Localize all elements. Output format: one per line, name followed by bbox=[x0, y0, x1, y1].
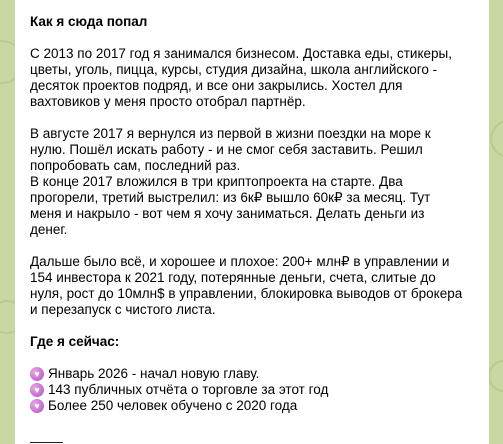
paragraph-business bbox=[30, 46, 489, 110]
text-line: В августе 2017 я вернулся из первой в жизни поездки на море к bbox=[30, 126, 431, 141]
text-line: нуля, рост до 10млн$ в управлении, блокировка выводов от брокера bbox=[30, 286, 463, 301]
purple-heart-emoji-icon bbox=[30, 399, 44, 413]
section-title-now: Где я сейчас: bbox=[30, 334, 120, 349]
text-line: нулю. Пошёл искать работу - и не смог себя заставить. Решил bbox=[30, 142, 423, 157]
message-bubble[interactable] bbox=[15, 0, 489, 444]
list-item bbox=[30, 366, 489, 382]
list-item-text: Более 250 человек обучено с 2020 года bbox=[48, 398, 298, 413]
text-line: вахтовиков у меня просто отобрал партнёр. bbox=[30, 94, 306, 109]
list-item bbox=[30, 382, 489, 398]
paragraph-history bbox=[30, 254, 489, 318]
text-line: меня и накрыло - вот чем я хочу заниматься. Делать деньги из bbox=[30, 206, 425, 221]
list-item-text: Январь 2026 - начал новую главу. bbox=[48, 366, 260, 381]
text-line: десяток проектов подряд, и все они закрылись. Хостел для bbox=[30, 78, 403, 93]
text-line: В конце 2017 вложился в три криптопроекта на старте. Два bbox=[30, 174, 403, 189]
text-line: попробовать сам, последний раз. bbox=[30, 158, 241, 173]
text-line: денег. bbox=[30, 222, 68, 237]
text-line: цветы, уголь, пицца, курсы, студия дизайна, школа английского - bbox=[30, 62, 438, 77]
text-line: и перезапуск с чистого листа. bbox=[30, 302, 216, 317]
list-item-text: 143 публичных отчёта о торговле за этот год bbox=[48, 382, 329, 397]
text-line: С 2013 по 2017 год я занимался бизнесом. Доставка еды, стикеры, bbox=[30, 46, 452, 61]
paragraph-crypto-start bbox=[30, 126, 489, 238]
wallpaper-doodle bbox=[488, 360, 503, 392]
purple-heart-emoji-icon bbox=[30, 367, 44, 381]
text-line: 154 инвестора к 2021 году, потерянные деньги, счета, слитые до bbox=[30, 270, 436, 285]
text-line: прогорели, третий выстрелил: из 6к₽ вышло 60к₽ за месяц. Тут bbox=[30, 190, 431, 205]
text-line: Дальше было всё, и хорошее и плохое: 200+ млн₽ в управлении и bbox=[30, 254, 450, 269]
wallpaper-doodle bbox=[490, 120, 503, 158]
list-item bbox=[30, 398, 489, 414]
purple-heart-emoji-icon bbox=[30, 383, 44, 397]
post-title: Как я сюда попал bbox=[30, 14, 148, 29]
text-divider bbox=[30, 442, 63, 443]
